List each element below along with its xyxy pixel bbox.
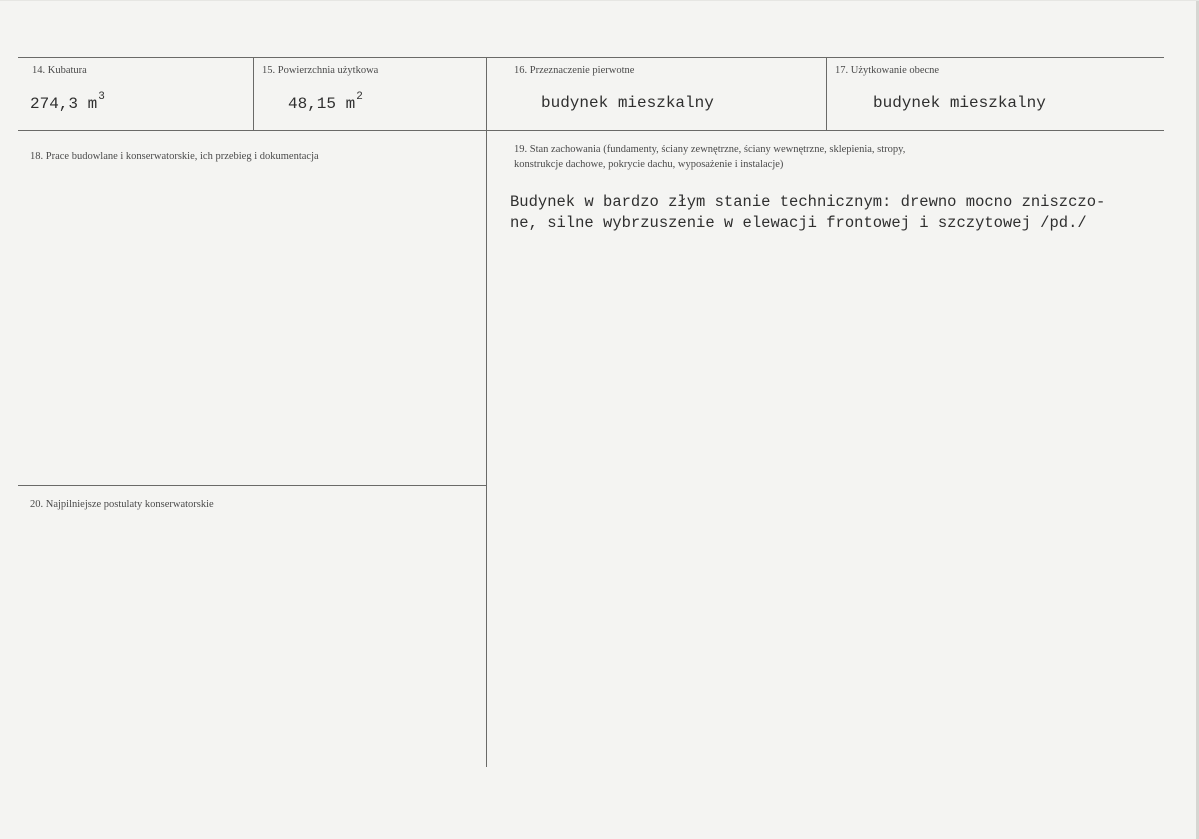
field-19-text-line-1: Budynek w bardzo złym stanie technicznym: drewno mocno zniszczo- <box>510 193 1106 211</box>
field-15-label: 15. Powierzchnia użytkowa <box>262 65 379 76</box>
col-divider-3 <box>826 57 827 130</box>
field-19-text-line-2: ne, silne wybrzuszenie w elewacji frontowej i szczytowej /pd./ <box>510 214 1087 232</box>
field-15-value <box>288 91 363 113</box>
field-17-label: 17. Użytkowanie obecne <box>835 65 940 76</box>
header-row-rule <box>18 130 1164 131</box>
field-14-value <box>30 91 105 113</box>
field-18-label: 18. Prace budowlane i konserwatorskie, ich przebieg i dokumentacja <box>30 151 319 162</box>
field-20-label: 20. Najpilniejsze postulaty konserwatorskie <box>30 499 214 510</box>
col-divider-1 <box>253 57 254 130</box>
field-16-value: budynek mieszkalny <box>541 94 714 112</box>
field-14-label: 14. Kubatura <box>32 65 87 76</box>
field-15-number: 48,15 m <box>288 95 356 113</box>
field-14-number: 274,3 m <box>30 95 98 113</box>
field-15-exponent: 2 <box>356 91 363 103</box>
field-19-label-line-2: konstrukcje dachowe, pokrycie dachu, wyposażenie i instalacje) <box>514 159 784 170</box>
section-18-20-divider <box>18 485 486 486</box>
field-14-exponent: 3 <box>98 91 105 103</box>
top-rule <box>18 57 1164 58</box>
field-19-label-line-1: 19. Stan zachowania (fundamenty, ściany zewnętrzne, ściany wewnętrzne, sklepienia, stropy, <box>514 144 906 155</box>
field-17-value: budynek mieszkalny <box>873 94 1046 112</box>
col-divider-2 <box>486 57 487 767</box>
field-16-label: 16. Przeznaczenie pierwotne <box>514 65 635 76</box>
